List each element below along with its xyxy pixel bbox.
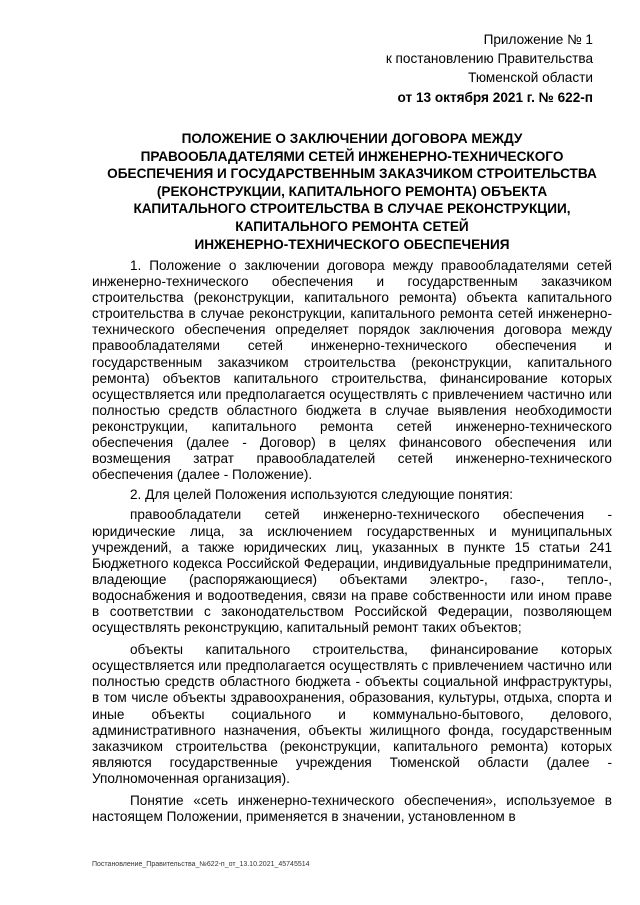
- definition-capital-objects: объекты капитального строительства, финансирование которых осуществляется или предполагается осуществлять с привлечением частично или полностью средств областного бюджета - объекты социальной инфраструктуры, в том числе объекты здравоохранения, образования, культуры, отдыха, спорта и иные объекты социального и коммунально-бытового, делового, административного назначения, объекты жилищного фонда, государственным заказчиком строительства (реконструкции, капитального ремонта) которых являются государственные учреждения Тюменской области (далее - Уполномоченная организация).: [92, 642, 612, 786]
- appendix-number: Приложение № 1: [483, 32, 593, 47]
- definition-rights-holders: правообладатели сетей инженерно-технического обеспечения - юридические лица, за исключением государственных и муниципальных учреждений, а также юридических лиц, указанных в пункте 15 статьи 241 Бюджетного кодекса Российской Федерации, индивидуальные предприниматели, владеющие (распоряжающиеся) объектами электро-, газо-, тепло-, водоснабжения и водоотведения, связи на праве собственности или ином праве в соответствии с законодательством Российской Федерации, позволяющем осуществлять реконструкцию, капитальный ремонт таких объектов;: [92, 507, 612, 636]
- definition-network: Понятие «сеть инженерно-технического обеспечения», используемое в настоящем Положении, применяется в значении, установленном в: [92, 793, 612, 825]
- appendix-region: Тюменской области: [468, 70, 593, 86]
- title-line: ПРАВООБЛАДАТЕЛЯМИ СЕТЕЙ ИНЖЕНЕРНО-ТЕХНИЧЕСКОГО: [140, 148, 564, 164]
- appendix-date-number: от 13 октября 2021 г. № 622-п: [397, 89, 593, 105]
- document-body: [92, 258, 612, 825]
- paragraph-2: 2. Для целей Положения используются следующие понятия:: [130, 487, 513, 503]
- page-footer: Постановление_Правительства_№622-п_от_13.10.2021_45745514: [92, 861, 310, 868]
- title-line: ИНЖЕНЕРНО-ТЕХНИЧЕСКОГО ОБЕСПЕЧЕНИЯ: [194, 236, 510, 252]
- document-title: [92, 130, 612, 253]
- title-line: ОБЕСПЕЧЕНИЯ И ГОСУДАРСТВЕННЫМ ЗАКАЗЧИКОМ СТРОИТЕЛЬСТВА: [107, 166, 597, 182]
- appendix-resolution-ref: к постановлению Правительства: [385, 51, 593, 67]
- title-line: КАПИТАЛЬНОГО СТРОИТЕЛЬСТВА В СЛУЧАЕ РЕКОНСТРУКЦИИ,: [133, 201, 571, 217]
- title-line: КАПИТАЛЬНОГО РЕМОНТА СЕТЕЙ: [235, 218, 469, 234]
- title-line: ПОЛОЖЕНИЕ О ЗАКЛЮЧЕНИИ ДОГОВОРА МЕЖДУ: [181, 131, 523, 146]
- title-line: (РЕКОНСТРУКЦИИ, КАПИТАЛЬНОГО РЕМОНТА) ОБЪЕКТА: [156, 183, 548, 199]
- paragraph-1: 1. Положение о заключении договора между правообладателями сетей инженерно-технического обеспечения и государственным заказчиком строительства (реконструкции, капитального ремонта) объекта капитального строительства в случае реконструкции, капитального ремонта сетей инженерно-технического обеспечения определяет порядок заключения договора между правообладателями сетей инженерно-технического обеспечения и государственным заказчиком строительства (реконструкции, капитального ремонта) объектов капитального строительства, финансирование которых осуществляется или предполагается осуществлять с привлечением частично или полностью средств областного бюджета в случае выявления необходимости реконструкции, капитального ремонта сетей инженерно-технического обеспечения (далее - Договор) в целях финансового обеспечения или возмещения затрат правообладателей сетей инженерно-технического обеспечения (далее - Положение).: [92, 258, 612, 483]
- appendix-header: [386, 30, 593, 107]
